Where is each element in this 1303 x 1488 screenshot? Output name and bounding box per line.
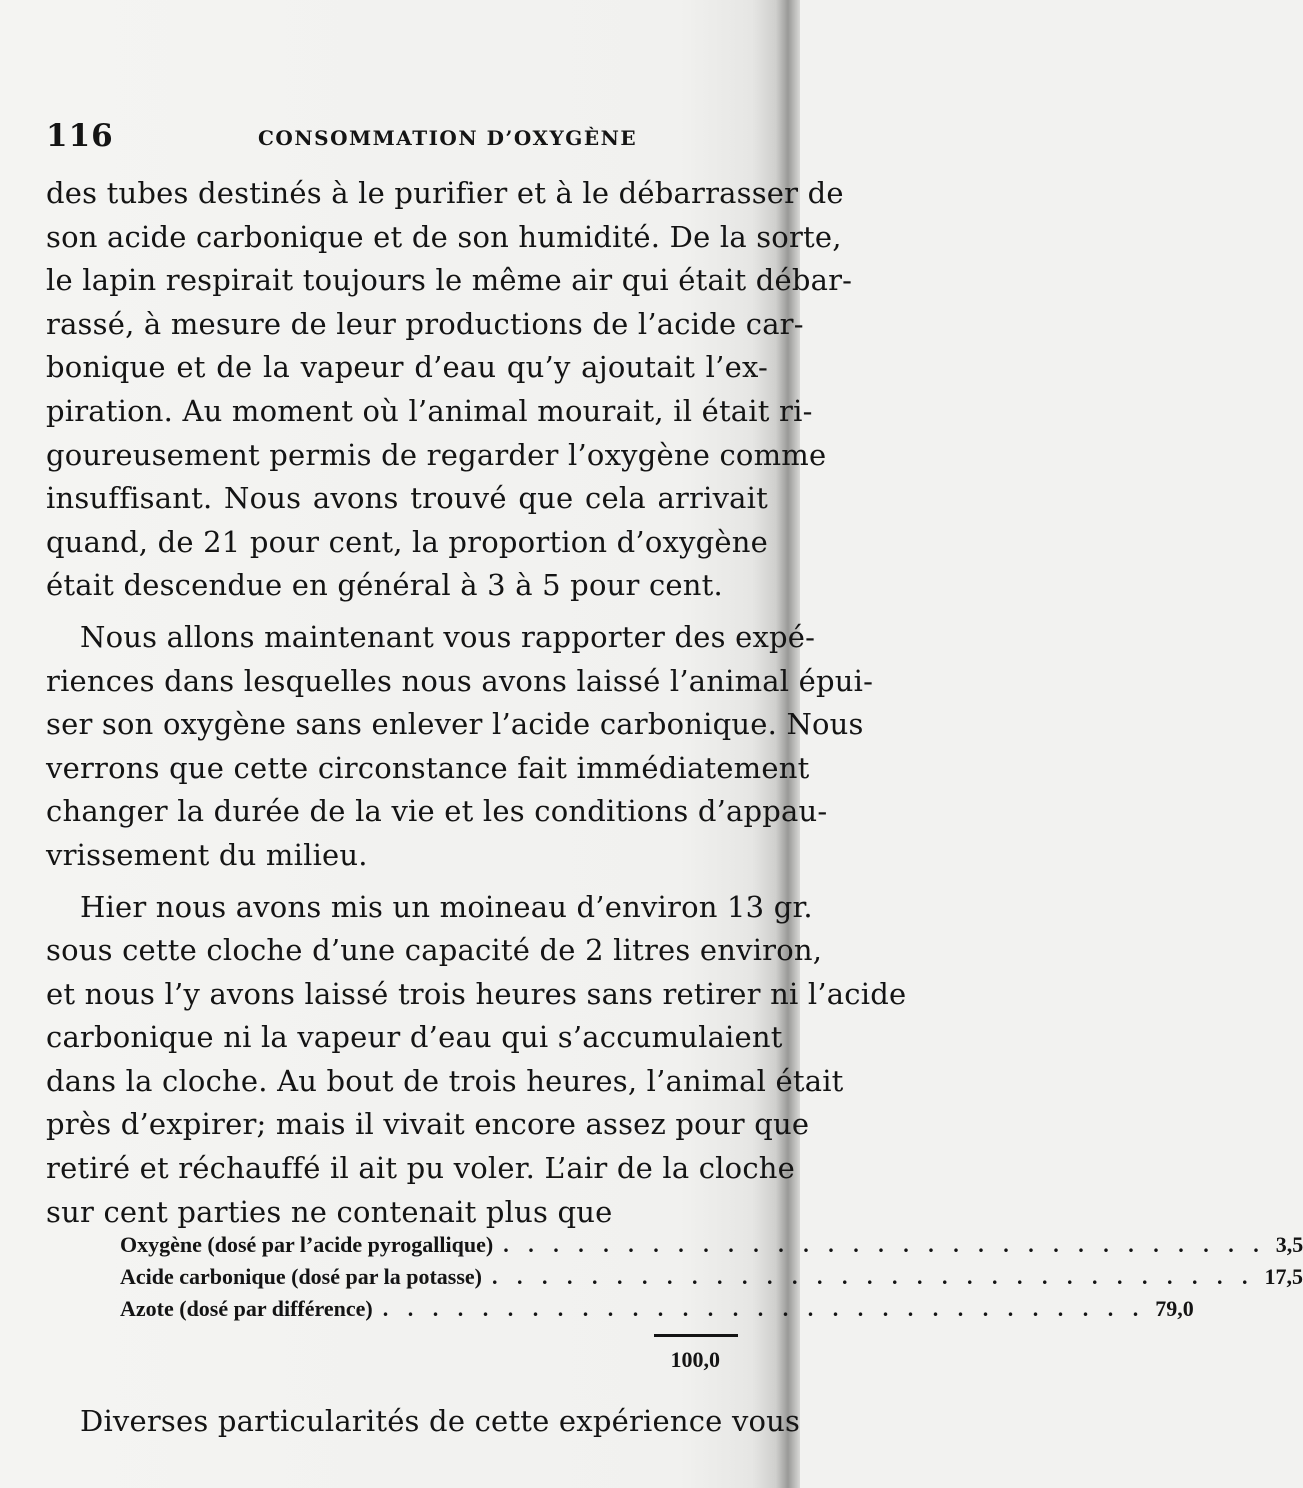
text-line: et nous l’y avons laissé trois heures sans retirer ni l’acide bbox=[46, 976, 907, 1011]
text-line: verrons que cette circonstance fait immédiatement bbox=[46, 750, 810, 785]
running-head: CONSOMMATION D’OXYGÈNE bbox=[258, 126, 638, 150]
text-line: quand, de 21 pour cent, la proportion d’oxygène bbox=[46, 524, 769, 559]
text-line: Nous allons maintenant vous rapporter des expé- bbox=[80, 619, 816, 654]
sum-rule bbox=[654, 1334, 738, 1337]
row-value: 3,5 bbox=[1275, 1232, 1303, 1257]
text-line: bonique et de la vapeur d’eau qu’y ajoutait l’ex- bbox=[46, 350, 768, 385]
text-line: dans la cloche. Au bout de trois heures, l’animal était bbox=[46, 1063, 844, 1098]
row-label: Oxygène (dosé par l’acide pyrogallique) bbox=[120, 1232, 494, 1257]
table-row bbox=[120, 1296, 1194, 1328]
text-line: rassé, à mesure de leur productions de l’acide car- bbox=[46, 306, 804, 341]
paragraph-3 bbox=[46, 886, 907, 1235]
dot-leader: . . . . . . . . . . . . . . . . . . . . . . . . . . . . . . . bbox=[492, 1264, 1255, 1289]
text-line: le lapin respirait toujours le même air qui était débar- bbox=[46, 263, 853, 298]
text-line: changer la durée de la vie et les conditions d’appau- bbox=[46, 794, 828, 829]
dot-leader: . . . . . . . . . . . . . . . . . . . . . . . . . . . . . . . bbox=[503, 1232, 1266, 1257]
row-value: 79,0 bbox=[1155, 1296, 1194, 1321]
body-text bbox=[46, 172, 907, 1234]
text-line: vrissement du milieu. bbox=[46, 837, 368, 872]
row-label: Acide carbonique (dosé par la potasse) bbox=[120, 1264, 482, 1289]
text-line: goureusement permis de regarder l’oxygène comme bbox=[46, 437, 827, 472]
text-line: retiré et réchauffé il ait pu voler. L’air de la cloche bbox=[46, 1151, 795, 1186]
text-line: insuffisant. Nous avons trouvé que cela arrivait bbox=[46, 481, 768, 516]
text-line: riences dans lesquelles nous avons laissé l’animal épui- bbox=[46, 663, 874, 698]
paragraph-2 bbox=[46, 616, 874, 878]
text-line: ser son oxygène sans enlever l’acide carbonique. Nous bbox=[46, 707, 864, 742]
text-line: sur cent parties ne contenait plus que bbox=[46, 1194, 613, 1229]
dot-leader: . . . . . . . . . . . . . . . . . . . . . . . . . . . . . . . bbox=[382, 1296, 1146, 1321]
text-line: Hier nous avons mis un moineau d’environ 13 gr. bbox=[80, 889, 813, 924]
page-number: 116 bbox=[46, 118, 114, 154]
table-row bbox=[120, 1264, 1303, 1296]
row-value: 17,5 bbox=[1264, 1264, 1303, 1289]
text-line: des tubes destinés à le purifier et à le débarrasser de bbox=[46, 176, 844, 210]
text-line: près d’expirer; mais il vivait encore assez pour que bbox=[46, 1107, 810, 1142]
final-line-block bbox=[80, 1400, 801, 1444]
text-line: Diverses particularités de cette expérience vous bbox=[80, 1404, 801, 1438]
text-line: était descendue en général à 3 à 5 pour cent. bbox=[46, 568, 723, 603]
text-line: carbonique ni la vapeur d’eau qui s’accumulaient bbox=[46, 1020, 783, 1055]
text-line: piration. Au moment où l’animal mourait, il était ri- bbox=[46, 393, 813, 428]
text-line: sous cette cloche d’une capacité de 2 litres environ, bbox=[46, 933, 823, 968]
text-line: son acide carbonique et de son humidité. De la sorte, bbox=[46, 219, 842, 254]
table-row bbox=[120, 1232, 1303, 1264]
composition-table bbox=[120, 1232, 1303, 1373]
paragraph-1 bbox=[46, 172, 853, 608]
page-header bbox=[46, 118, 756, 158]
row-label: Azote (dosé par différence) bbox=[120, 1296, 373, 1321]
table-total: 100,0 bbox=[670, 1347, 720, 1372]
